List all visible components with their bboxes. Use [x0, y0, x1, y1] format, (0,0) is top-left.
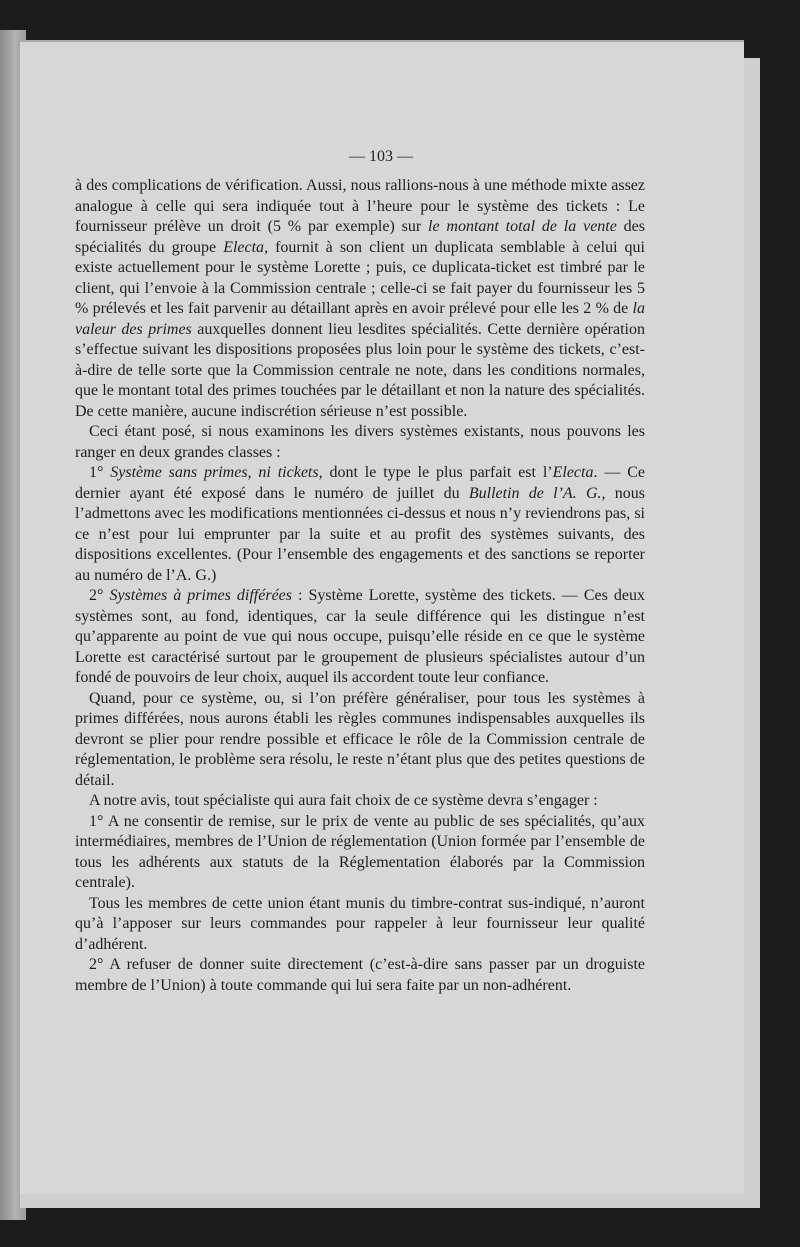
- text-run: 1°: [89, 464, 111, 481]
- italic-text: Systèmes à primes différées: [109, 587, 292, 604]
- paragraph: [75, 955, 645, 996]
- paragraph: [75, 689, 645, 792]
- paragraph: [75, 176, 645, 422]
- text-run: 2°: [89, 587, 110, 604]
- text-run: , nous l’admettons avec les modifications mentionnées ci-dessus et nous n’y reviendrons pas, si ce n’est pour lui emprunter par la suite et au profit des systèmes suivants, des dispositions excellentes. (Pour l’ensemble des engagements et des sanctions se reporter au numéro de l’A. G.): [75, 484, 646, 584]
- italic-text: Electa: [552, 464, 594, 481]
- paragraph: [75, 894, 645, 956]
- paragraph: [75, 586, 645, 689]
- text-run: : Système Lorette, système des tickets. — Ces deux systèmes sont, au fond, identiques, car la seule différence qui les distingue n’est qu’apparente au point de vue qui nous occupe, puisqu’elle réside en ce que le système Lorette est caractérisé surtout par le groupement de plusieurs spécialistes autour d’un fondé de pouvoirs de leur choix, auquel ils accordent toute leur confiance.: [75, 587, 646, 686]
- italic-text: la valeur des primes: [75, 300, 645, 338]
- italic-text: le montant total de la vente: [428, 218, 617, 235]
- text-run: Tous les membres de cette union étant munis du timbre-contrat sus-indiqué, n’auront qu’à l’apposer sur leurs commandes pour rappeler à leur fournisseur leur qualité d’adhérent.: [75, 894, 645, 953]
- text-run: à des complications de vérification. Aussi, nous rallions-nous à une méthode mixte assez analogue à celle qui sera indiquée tout à l’heure pour le système des tickets : Le fournisseur prélève un droit (5 % par exemple) sur: [75, 177, 645, 235]
- paragraph: [75, 422, 645, 463]
- italic-text: Système sans primes, ni tickets: [110, 464, 319, 481]
- text-run: 1° A ne consentir de remise, sur le prix de vente au public de ses spécialités, qu’aux intermédiaires, membres de l’Union de réglementation (Union formée par l’ensemble de tous les adhérents aux statuts de la Réglementation élaborés par la Commission centrale).: [75, 812, 645, 891]
- paragraph: [75, 463, 645, 586]
- text-run: 2° A refuser de donner suite directement (c’est-à-dire sans passer par un droguiste membre de l’Union) à toute commande qui lui sera faite par un non-adhérent.: [75, 956, 645, 994]
- body-text: [75, 176, 645, 996]
- italic-text: Electa: [223, 238, 265, 256]
- text-run: , fournit à son client un duplicata semblable à celui qui existe actuellement pour le système Lorette ; puis, ce duplicata-ticket est timbré par le client, qui l’envoie à la Commission centrale ; celle-ci se fait payer du fournisseur les 5 % prélevés et les fait parvenir au détaillant après en avoir prélevé pour elle les 2 % de: [75, 238, 645, 317]
- text-run: A notre avis, tout spécialiste qui aura fait choix de ce système devra s’engager :: [89, 792, 598, 809]
- document-page: [18, 40, 744, 1194]
- text-run: Ceci étant posé, si nous examinons les divers systèmes existants, nous pouvons les ranger en deux grandes classes :: [75, 423, 645, 461]
- text-run: Quand, pour ce système, ou, si l’on préfère généraliser, pour tous les systèmes à primes différées, nous aurons établi les règles communes indispensables auxquelles ils devront se plier pour rendre possible et efficace le rôle de la Commission centrale de réglementation, le problème sera résolu, le reste n’étant plus que des petites questions de détail.: [75, 689, 645, 789]
- italic-text: Bulletin de l’A. G.: [468, 484, 602, 502]
- text-run: . — Ce dernier ayant été exposé dans le numéro de juillet du: [75, 464, 645, 502]
- text-run: des spécialités du groupe: [75, 218, 646, 256]
- page-number: — 103 —: [349, 148, 413, 165]
- paragraph: [75, 791, 645, 812]
- text-run: auxquelles donnent lieu lesdites spécialités. Cette dernière opération s’effectue suivant les dispositions proposées plus loin pour le système des tickets, c’est-à-dire de telle sorte que la Commission centrale ne note, dans les conditions normales, que le montant total des primes touchées par le détaillant et non la nature des spécialités. De cette manière, aucune indiscrétion sérieuse n’est possible.: [75, 320, 646, 420]
- paragraph: [75, 812, 645, 894]
- text-run: , dont le type le plus parfait est l’: [318, 464, 553, 481]
